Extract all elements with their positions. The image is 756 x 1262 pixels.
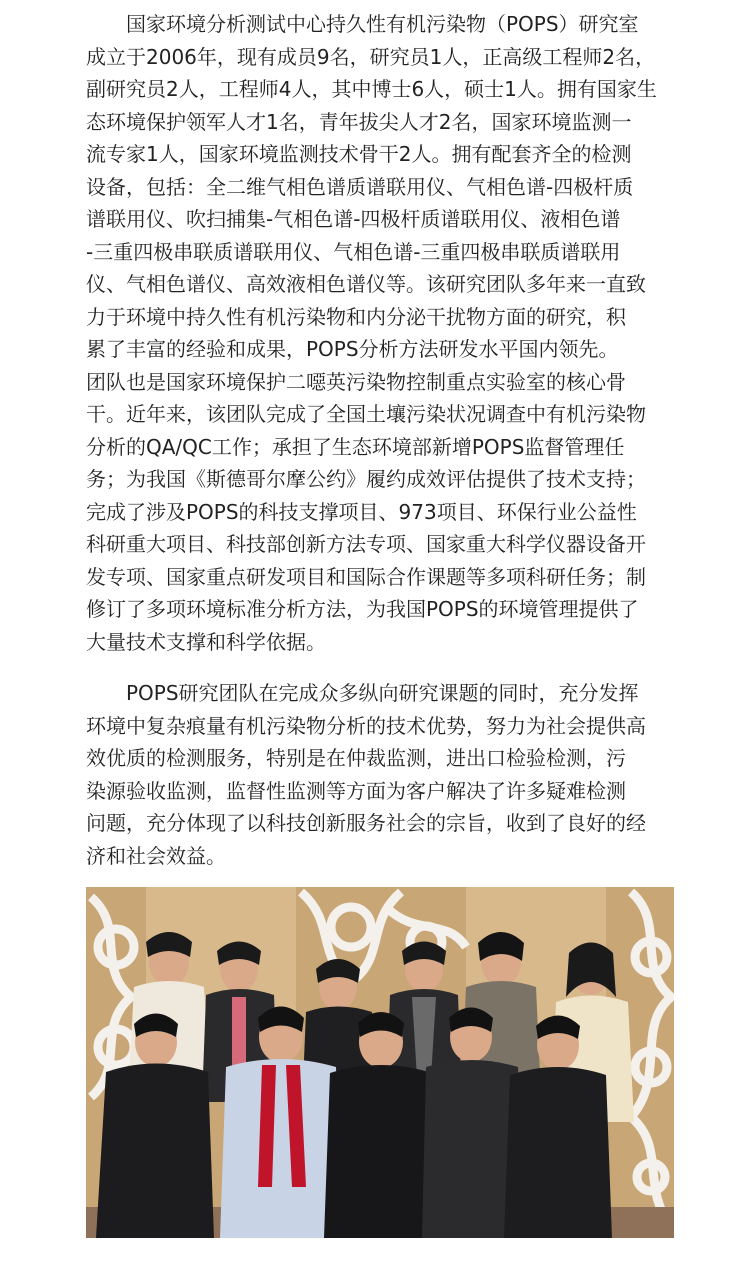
team-photo-illustration [86,887,674,1238]
intro-paragraph: 国家环境分析测试中心持久性有机污染物（POPS）研究室 成立于2006年，现有成员9名，研究员1人，正高级工程师2名， 副研究员2人，工程师4人，其中博士6人，硕士1人。拥有国家生 态环境保护领军人才1名，青年拔尖人才2名，国家环境监测一 流专家1人，国家环境监测技术骨干2人。拥有配套齐全的检测 设备，包括：全二维气相色谱质谱联用仪、气相色谱-四极杆质 谱联用仪、吹扫捕集-气相色谱-四极杆质谱联用仪、液相色谱 -三重四极串联质谱联用仪、气相色谱-三重四极串联质谱联用 仪、气相色谱仪、高效液相色谱仪等。该研究团队多年来一直致 力于环境中持久性有机污染物和内分泌干扰物方面的研究，积 累了丰富的经验和成果，POPS分析方法研发水平国内领先。 团队也是国家环境保护二噁英污染物控制重点实验室的核心骨 干。近年来，该团队完成了全国土壤污染状况调查中有机污染物 分析的QA/QC工作；承担了生态环境部新增POPS监督管理任 务；为我国《斯德哥尔摩公约》履约成效评估提供了技术支持； 完成了涉及POPS的科技支撑项目、973项目、环保行业公益性 科研重大项目、科技部创新方法专项、国家重大科学仪器设备开 发专项、国家重点研发项目和国际合作课题等多项科研任务；制 修订了多项环境标准分析方法，为我国POPS的环境管理提供了 大量技术支撑和科学依据。 [86,12,657,654]
team-group-photo [86,887,674,1238]
services-paragraph: POPS研究团队在完成众多纵向研究课题的同时，充分发挥 环境中复杂痕量有机污染物分析的技术优势，努力为社会提供高 效优质的检测服务，特别是在仲裁监测，进出口检验检测，污 染源验收监测，监督性监测等方面为客户解决了许多疑难检测 问题，充分体现了以科技创新服务社会的宗旨，收到了良好的经 济和社会效益。 [86,681,646,868]
lattice-screen-right [631,892,671,1227]
